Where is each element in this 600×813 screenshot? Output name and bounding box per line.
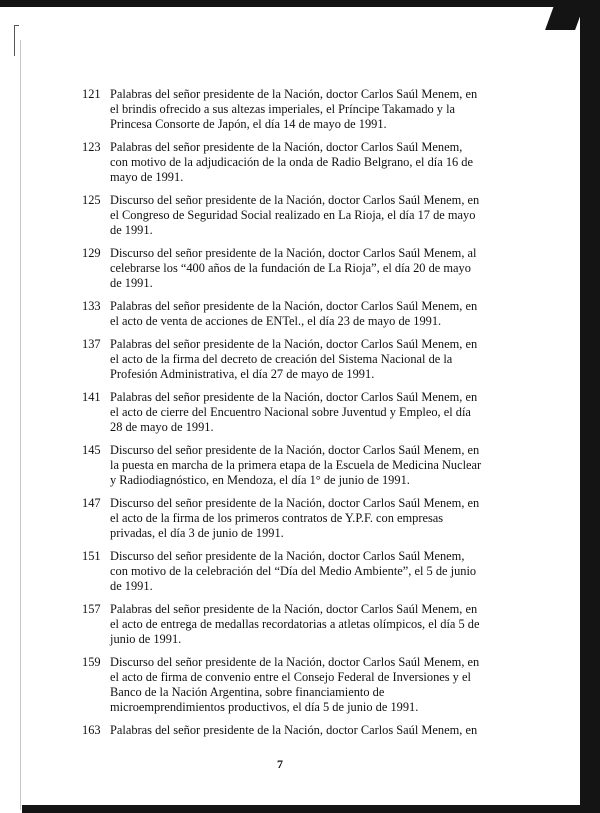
binding-edge (20, 40, 21, 810)
entry-page-number: 129 (82, 246, 101, 260)
list-item (82, 723, 482, 738)
entry-page-number: 125 (82, 193, 101, 207)
entry-title: Discurso del señor presidente de la Nación, doctor Carlos Saúl Menem, en el acto de firma de convenio entre el Consejo Federal de Inversiones y el Banco de la Nación Argentina, sobre financiamiento de microemprendimientos productivos, el día 5 de junio de 1991. (110, 654, 480, 715)
entry-title: Palabras del señor presidente de la Nación, doctor Carlos Saúl Menem, en el acto de entrega de medallas recordatorias a atletas olímpicos, el día 5 de junio de 1991. (110, 601, 480, 647)
list-item (82, 655, 482, 716)
entry-title: Discurso del señor presidente de la Nación, doctor Carlos Saúl Menem, en el acto de la firma de los primeros contratos de Y.P.F. con empresas privadas, el día 3 de junio de 1991. (110, 495, 480, 541)
entry-page-number: 151 (82, 548, 101, 563)
entry-page-number: 157 (82, 601, 101, 616)
entry-page-number: 133 (82, 299, 101, 313)
entry-title: Palabras del señor presidente de la Nación, doctor Carlos Saúl Menem, en el brindis ofrecido a sus altezas imperiales, el Príncipe Takamado y la Princesa Consorte de Japón, el día 14 de mayo de 1991. (110, 87, 478, 132)
entry-page-number: 121 (82, 87, 101, 101)
entry-page-number: 145 (82, 442, 101, 457)
entry-title: Palabras del señor presidente de la Nación, doctor Carlos Saúl Menem, en el acto de cierre del Encuentro Nacional sobre Juventud y Empleo, el día 28 de mayo de 1991. (110, 389, 478, 435)
binding-mark (14, 25, 19, 56)
table-of-contents (82, 87, 482, 746)
list-item (82, 87, 482, 133)
list-item (82, 193, 482, 239)
list-item (82, 246, 482, 292)
entry-title: Discurso del señor presidente de la Nación, doctor Carlos Saúl Menem, en la puesta en marcha de la primera etapa de la Escuela de Medicina Nuclear y Radiodiagnóstico, en Mendoza, el día 1° de junio de 1991. (110, 442, 482, 488)
scan-border-right (580, 0, 600, 813)
entry-title: Discurso del señor presidente de la Nación, doctor Carlos Saúl Menem, con motivo de la celebración del “Día del Medio Ambiente”, el 5 de junio de 1991. (110, 548, 477, 594)
entry-page-number: 159 (82, 654, 101, 669)
entry-page-number: 137 (82, 336, 101, 351)
list-item (82, 390, 482, 436)
list-item (82, 337, 482, 383)
entry-page-number: 123 (82, 140, 101, 154)
scan-border-bottom (22, 805, 600, 813)
list-item (82, 443, 482, 489)
entry-title: Palabras del señor presidente de la Nación, doctor Carlos Saúl Menem, en (110, 723, 478, 737)
entry-page-number: 147 (82, 495, 101, 510)
list-item (82, 140, 482, 186)
list-item (82, 549, 482, 595)
entry-title: Palabras del señor presidente de la Nación, doctor Carlos Saúl Menem, con motivo de la adjudicación de la onda de Radio Belgrano, el día 16 de mayo de 1991. (110, 140, 474, 185)
entry-page-number: 163 (82, 723, 101, 737)
entry-page-number: 141 (82, 389, 101, 404)
entry-title: Palabras del señor presidente de la Nación, doctor Carlos Saúl Menem, en el acto de la firma del decreto de creación del Sistema Nacional de la Profesión Administrativa, el día 27 de mayo de 1991. (110, 336, 478, 382)
list-item (82, 602, 482, 648)
entry-title: Discurso del señor presidente de la Nación, doctor Carlos Saúl Menem, al celebrarse los “400 años de la fundación de La Rioja”, el día 20 de mayo de 1991. (110, 246, 477, 291)
list-item (82, 496, 482, 542)
scan-border-top (0, 0, 582, 7)
list-item (82, 299, 482, 329)
page-number: 7 (277, 757, 283, 771)
entry-title: Discurso del señor presidente de la Nación, doctor Carlos Saúl Menem, en el Congreso de Seguridad Social realizado en La Rioja, el día 17 de mayo de 1991. (110, 193, 480, 238)
entry-title: Palabras del señor presidente de la Nación, doctor Carlos Saúl Menem, en el acto de venta de acciones de ENTel., el día 23 de mayo de 1991. (110, 299, 478, 329)
